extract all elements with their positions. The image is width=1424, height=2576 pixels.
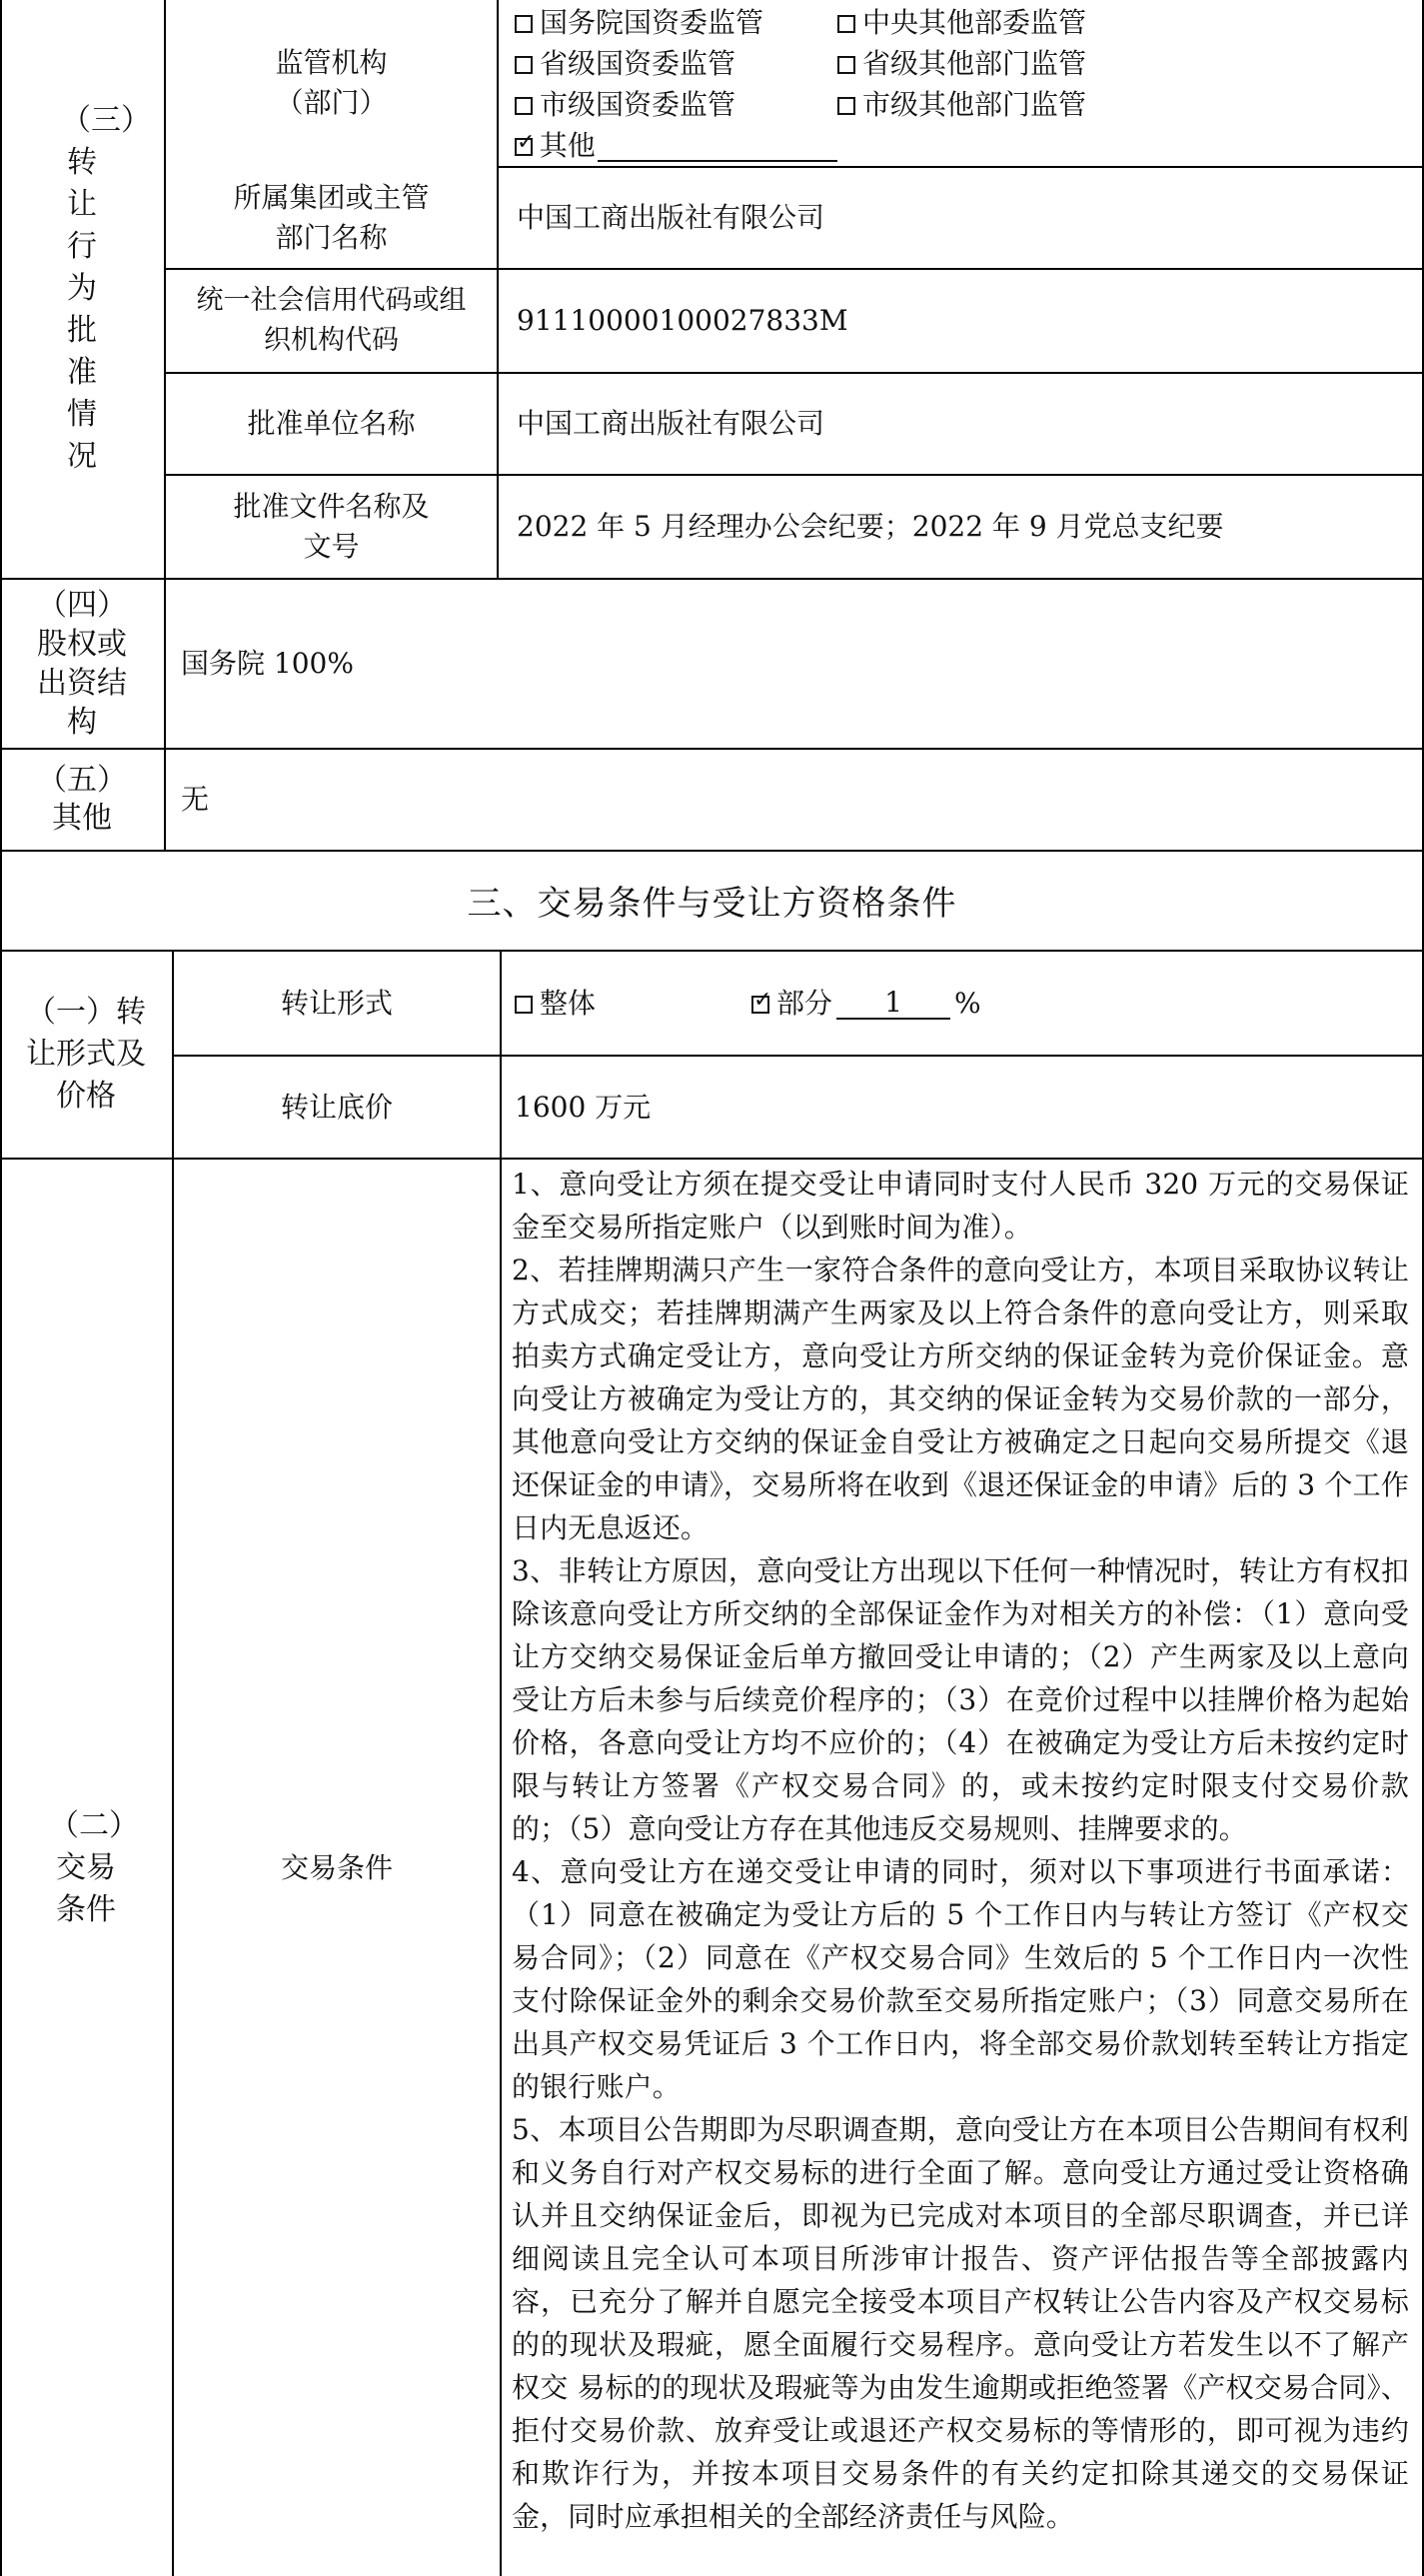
checkbox-icon xyxy=(515,15,533,33)
checkbox-option[interactable]: 省级国资委监管 xyxy=(515,43,837,84)
section-three-heading xyxy=(0,0,164,578)
approval-document-value: 2022 年 5 月经理办公会纪要；2022 年 9 月党总支纪要 xyxy=(517,510,1224,543)
other-label: （五）其他 xyxy=(37,763,127,836)
checkbox-option[interactable]: 中央其他部委监管 xyxy=(837,2,1160,43)
regulator-label: 监管机构（部门） xyxy=(275,46,388,119)
condition-paragraph: 1、意向受让方须在提交受让申请同时支付人民币 320 万元的交易保证金至交易所指定账户（以到账时间为准）。 xyxy=(512,1168,1409,1244)
regulator-option-row xyxy=(515,43,1394,84)
part-option[interactable]: ✓ 部分 1 % xyxy=(751,984,981,1024)
reserve-price-value: 1600 万元 xyxy=(515,1090,652,1124)
transfer-form-value xyxy=(502,952,1422,1055)
other-value: 无 xyxy=(181,783,210,816)
condition-paragraph: 2、若挂牌期满只产生一家符合条件的意向受让方，本项目采取协议转让方式成交；若挂牌期满产生两家及以上符合条件的意向受让方，则采取拍卖方式确定受让方，意向受让方所交纳的保证金转为竞价保证金。意向受让方被确定为受让方的，其交纳的保证金转为交易价款的一部分，其他意向受让方交纳的保证金自受让方被确定之日起向交易所提交《退还保证金的申请》，交易所将在收到《退还保证金的申请》后的 3 个工作日内无息返还。 xyxy=(512,1254,1409,1544)
condition-paragraph: 3、非转让方原因，意向受让方出现以下任何一种情况时，转让方有权扣除该意向受让方所交纳的全部保证金作为对相关方的补偿：（1）意向受让方交纳交易保证金后单方撤回受让申请的；（2）产生两家及以上意向受让方后未参与后续竞价程序的；（3）在竞价过程中以挂牌价格为起始价格，各意向受让方均不应价的；（4）在被确定为受让方后未按约定时限与转让方签署《产权交易合同》的，或未按约定时限支付交易价款的；（5）意向受让方存在其他违反交易规则、挂牌要求的。 xyxy=(512,1554,1409,1845)
trade-conditions-label: 交易条件 xyxy=(280,1850,393,1884)
checkbox-icon xyxy=(837,15,855,33)
whole-option[interactable]: 整体 xyxy=(515,984,751,1024)
checkbox-icon xyxy=(515,97,533,115)
approval-document-label: 批准文件名称及文号 xyxy=(233,490,430,563)
checked-checkbox-icon xyxy=(515,138,533,156)
section-title: 三、交易条件与受让方资格条件 xyxy=(467,883,957,924)
checkbox-icon xyxy=(837,56,855,74)
trade-conditions-group-label: （二）交易条件 xyxy=(49,1807,139,1927)
checked-checkbox-icon xyxy=(751,996,769,1014)
regulator-option-row xyxy=(515,125,1394,166)
ownership-value: 国务院 100% xyxy=(181,647,354,680)
other-input-line[interactable] xyxy=(598,129,837,162)
checkbox-option[interactable]: 国务院国资委监管 xyxy=(515,2,837,43)
section-three-label: （三）转让行为批准情况 xyxy=(61,103,151,474)
condition-paragraph: 4、意向受让方在递交受让申请的同时，须对以下事项进行书面承诺：（1）同意在被确定为受让方后的 5 个工作日内与转让方签订《产权交易合同》；（2）同意在《产权交易合同》生效后的 5 个工作日内一次性支付除保证金外的剩余交易价款至交易所指定账户；（3）同意交易所在出具产权交易凭证后 3 个工作日内，将全部交易价款划转至转让方指定的银行账户。 xyxy=(512,1855,1409,2103)
transfer-form-label: 转让形式 xyxy=(280,986,393,1020)
ownership-label: （四）股权或出资结构 xyxy=(37,588,127,740)
checkbox-icon xyxy=(515,56,533,74)
approver-label: 批准单位名称 xyxy=(247,407,416,440)
group-value: 中国工商出版社有限公司 xyxy=(517,201,825,234)
regulator-options xyxy=(515,2,1394,166)
checkbox-icon xyxy=(837,97,855,115)
regulator-option-row xyxy=(515,84,1394,125)
checkbox-option-other[interactable]: ✓ 其他 xyxy=(515,125,837,166)
reserve-price-label: 转让底价 xyxy=(280,1090,393,1124)
credit-code-value: 91110000100027833M xyxy=(517,304,848,337)
regulator-option-row xyxy=(515,2,1394,43)
trade-conditions-content xyxy=(512,1163,1409,2538)
condition-paragraph: 5、本项目公告期即为尽职调查期，意向受让方在本项目公告期间有权利和义务自行对产权交易标的进行全面了解。意向受让方通过受让资格确认并且交纳保证金后，即视为已完成对本项目的全部尽职调查，并已详细阅读且完全认可本项目所涉审计报告、资产评估报告等全部披露内容，已充分了解并自愿完全接受本项目产权转让公告内容及产权交易标的的现状及瑕疵，愿全面履行交易程序。意向受让方若发生以不了解产权交 易标的的现状及瑕疵等为由发生逾期或拒绝签署《产权交易合同》、拒付交易价款、放弃受让或退还产权交易标的等情形的，即可视为违约和欺诈行为，并按本项目交易条件的有关约定扣除其递交的交易保证金，同时应承担相关的全部经济责任与风险。 xyxy=(512,2113,1409,2533)
credit-code-label: 统一社会信用代码或组织机构代码 xyxy=(196,285,467,356)
checkbox-option[interactable]: 市级国资委监管 xyxy=(515,84,837,125)
group-label: 所属集团或主管部门名称 xyxy=(233,181,430,254)
divider xyxy=(500,950,502,2576)
checkbox-option[interactable]: 省级其他部门监管 xyxy=(837,43,1160,84)
checkbox-icon xyxy=(515,996,533,1014)
part-percentage[interactable]: 1 xyxy=(836,987,950,1020)
approver-value: 中国工商出版社有限公司 xyxy=(517,407,825,440)
checkbox-option[interactable]: 市级其他部门监管 xyxy=(837,84,1160,125)
transfer-group-label: （一）转让形式及价格 xyxy=(26,995,146,1114)
